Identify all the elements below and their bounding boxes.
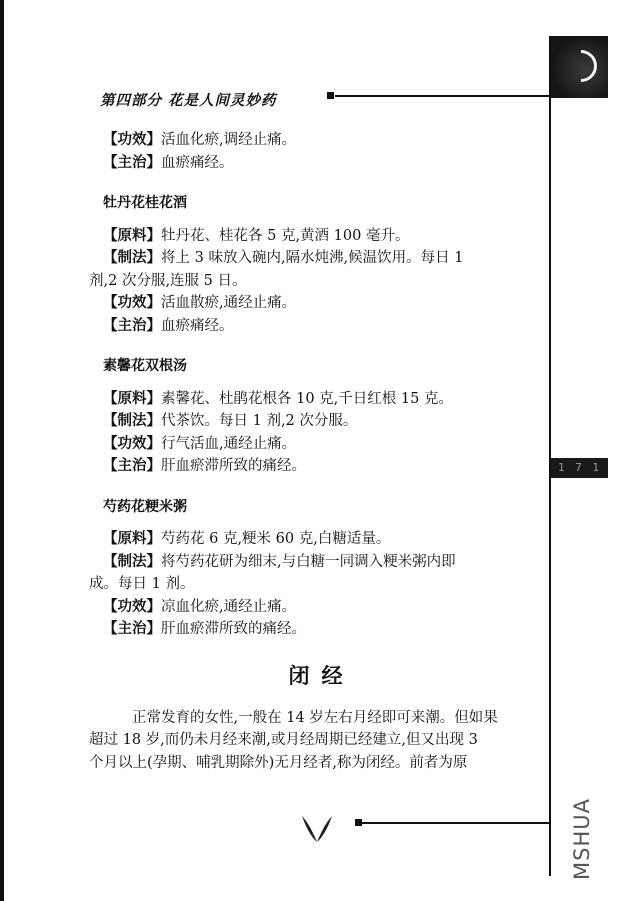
entry-tag: 【原料】	[103, 227, 161, 244]
entry-tag: 【制法】	[103, 413, 161, 429]
entry-tag: 【功效】	[103, 598, 161, 615]
recipe-entry	[103, 551, 528, 574]
page-body	[89, 129, 528, 774]
entry-tag: 【制法】	[103, 553, 161, 570]
recipe-entry	[103, 596, 528, 619]
entry-tag: 【主治】	[103, 458, 161, 474]
entry-text: 血瘀痛经。	[161, 317, 234, 334]
entry-text: 凉血化瘀,通经止痛。	[161, 598, 297, 615]
moon-icon	[551, 36, 608, 98]
right-margin-rule	[549, 36, 551, 876]
entry-tag: 【原料】	[103, 531, 161, 547]
entry-text: 牡丹花、桂花各 5 克,黄酒 100 毫升。	[161, 227, 410, 244]
watermark: MSHUA	[570, 798, 594, 880]
entry-tag: 【主治】	[103, 154, 161, 171]
recipe-entry	[103, 455, 528, 478]
recipe-entry	[103, 388, 528, 411]
recipe-entry	[103, 410, 528, 433]
header-rule	[335, 95, 549, 97]
entry-tag: 【功效】	[103, 132, 161, 148]
recipe-entry	[103, 315, 528, 338]
entry-text: 行气活血,通经止痛。	[161, 435, 297, 452]
entry-tag: 【主治】	[103, 317, 161, 334]
recipe-entry	[103, 129, 528, 152]
entry-text: 活血散瘀,通经止痛。	[161, 295, 297, 311]
entry-tag: 【功效】	[103, 435, 161, 452]
recipe-heading: 牡丹花桂花酒	[103, 195, 187, 211]
running-header: 第四部分 花是人间灵妙药	[100, 93, 277, 109]
continuation-line: 超过 18 岁,而仍未月经来潮,或月经周期已经建立,但又出现 3	[89, 732, 478, 748]
entry-text: 将上 3 味放入碗内,隔水炖沸,候温饮用。每日 1	[161, 250, 464, 266]
entry-text: 血瘀痛经。	[161, 154, 234, 171]
continuation-line: 成。每日 1 剂。	[89, 576, 195, 592]
entry-tag: 【主治】	[103, 621, 161, 637]
entry-text: 代茶饮。每日 1 剂,2 次分服。	[161, 413, 358, 429]
entry-text: 素馨花、杜鹃花根各 10 克,千日红根 15 克。	[161, 390, 453, 407]
recipe-entry	[103, 528, 528, 551]
wings-ornament-icon	[300, 812, 334, 844]
continuation-line: 剂,2 次分服,连服 5 日。	[89, 272, 247, 289]
recipe-entry	[103, 618, 528, 641]
recipe-entry	[103, 433, 528, 456]
recipe-entry	[103, 247, 528, 270]
recipe-entry	[103, 152, 528, 175]
entry-tag: 【制法】	[103, 250, 161, 266]
entry-text: 活血化瘀,调经止痛。	[161, 132, 297, 148]
left-page-edge	[0, 0, 4, 901]
paragraph-line: 正常发育的女性,一般在 14 岁左右月经即可来潮。但如果	[132, 709, 498, 726]
entry-text: 将芍药花研为细末,与白糖一同调入粳米粥内即	[161, 553, 456, 570]
header-square-icon	[327, 92, 334, 99]
footer-square-icon	[355, 819, 362, 826]
continuation-line: 个月以上(孕期、哺乳期除外)无月经者,称为闭经。前者为原	[89, 754, 468, 771]
recipe-entry	[103, 225, 528, 248]
section-title: 闭经	[288, 663, 355, 688]
recipe-heading: 素馨花双根汤	[103, 358, 187, 374]
entry-text: 芍药花 6 克,粳米 60 克,白糖适量。	[161, 531, 391, 547]
entry-tag: 【原料】	[103, 390, 161, 407]
footer-rule	[362, 822, 550, 824]
entry-text: 肝血瘀滞所致的痛经。	[161, 621, 306, 637]
page-number-tab: 1 7 1	[551, 458, 608, 478]
recipe-entry	[103, 292, 528, 315]
entry-text: 肝血瘀滞所致的痛经。	[161, 458, 306, 474]
recipe-heading: 芍药花粳米粥	[103, 498, 187, 515]
entry-tag: 【功效】	[103, 295, 161, 311]
